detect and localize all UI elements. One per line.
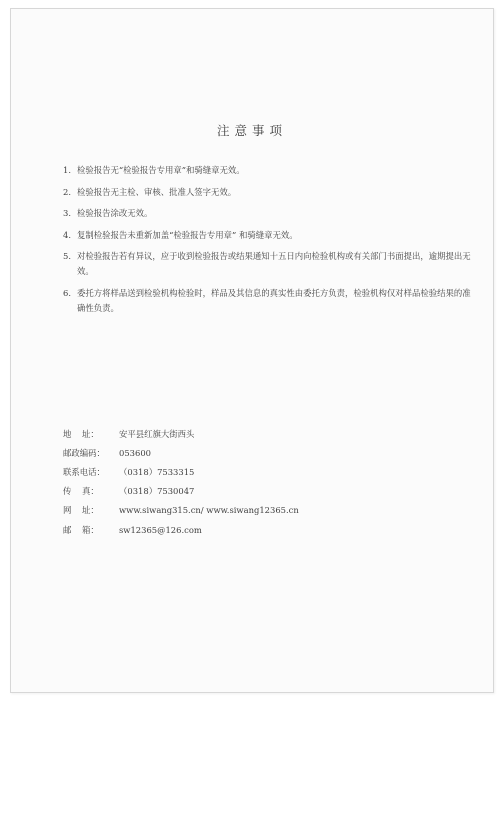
contact-value: www.siwang315.cn/ www.siwang12365.cn: [119, 505, 299, 516]
note-text: 检验报告无“检验报告专用章”和骑缝章无效。: [77, 165, 245, 175]
note-item: [63, 286, 478, 316]
note-text: 复制检验报告未重新加盖“检验报告专用章” 和骑缝章无效。: [77, 229, 298, 240]
contact-postcode-row: [63, 443, 493, 462]
contact-label: 地 址：: [63, 428, 99, 439]
note-number: 3.: [63, 208, 71, 218]
document-page: [10, 8, 494, 693]
note-number: 1.: [63, 165, 71, 175]
notes-list: [63, 163, 478, 322]
note-text: 委托方将样品送到检验机构检验时，样品及其信息的真实性由委托方负责，检验机构仅对样品检验结果的准确性负责。: [77, 287, 471, 313]
contact-label: 传 真：: [63, 486, 99, 497]
contact-block: [63, 424, 493, 539]
note-number: 4.: [63, 229, 71, 240]
note-item: [63, 228, 478, 243]
contact-address-row: [63, 424, 493, 443]
contact-value: 安平县红旗大街西头: [119, 428, 195, 439]
note-item: [63, 249, 478, 279]
contact-label: 联系电话：: [63, 466, 105, 477]
note-number: 5.: [63, 251, 71, 261]
contact-value: （0318）7533315: [119, 466, 195, 477]
page-title: 注意事项: [216, 123, 287, 138]
note-text: 对检验报告若有异议，应于收到检验报告或结果通知十五日内向检验机构或有关部门书面提出，逾期提出无效。: [77, 251, 471, 276]
contact-label: 邮政编码：: [63, 447, 105, 458]
contact-label: 邮 箱：: [63, 524, 99, 535]
note-item: [63, 185, 478, 200]
note-number: 2.: [63, 186, 71, 197]
note-text: 检验报告涂改无效。: [77, 208, 153, 218]
contact-email-row: [63, 520, 493, 539]
contact-label: 网 址：: [63, 505, 99, 516]
note-number: 6.: [63, 287, 71, 298]
note-text: 检验报告无主检、审核、批准人签字无效。: [77, 186, 237, 197]
contact-phone-row: [63, 462, 493, 481]
note-item: [63, 163, 478, 178]
contact-fax-row: [63, 482, 493, 501]
contact-value: sw12365@126.com: [119, 524, 202, 535]
note-item: [63, 206, 478, 221]
contact-value: 053600: [119, 447, 151, 458]
contact-website-row: [63, 501, 493, 520]
contact-value: （0318）7530047: [119, 486, 195, 497]
